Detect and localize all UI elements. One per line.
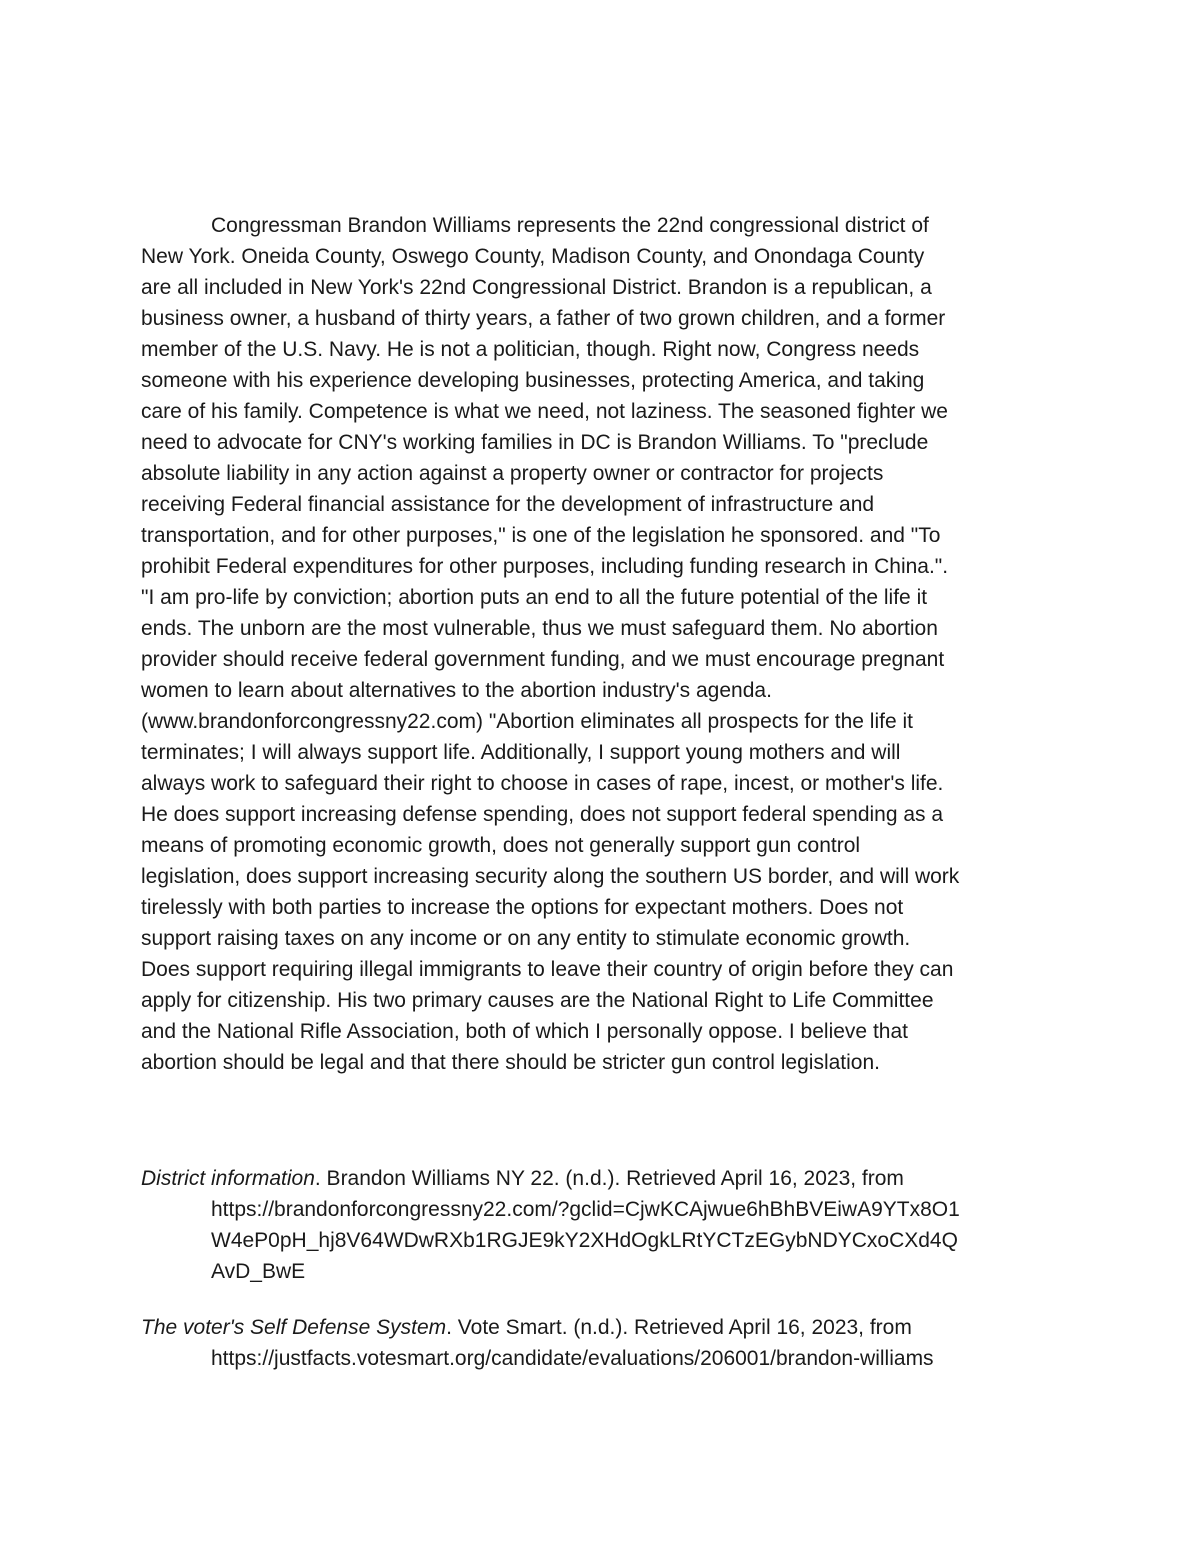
essay-line: Does support requiring illegal immigrants to leave their country of origin before they can [141,958,954,981]
reference-title: District information [141,1167,315,1190]
essay-line: prohibit Federal expenditures for other purposes, including funding research in China.". [141,555,949,578]
essay-line: apply for citizenship. His two primary causes are the National Right to Life Committee [141,989,934,1012]
essay-line: provider should receive federal government funding, and we must encourage pregnant [141,648,945,671]
essay-line: support raising taxes on any income or on any entity to stimulate economic growth. [141,927,911,950]
reference-url-line[interactable]: W4eP0pH_hj8V64WDwRXb1RGJE9kY2XHdOgkLRtYCTzEGybNDYCxoCXd4Q [211,1229,958,1252]
essay-line: someone with his experience developing businesses, protecting America, and taking [141,369,925,392]
reference-details: . Vote Smart. (n.d.). Retrieved April 16, 2023, from [446,1316,912,1339]
reference-url-line[interactable]: AvD_BwE [211,1260,306,1283]
essay-line: absolute liability in any action against a property owner or contractor for projects [141,462,884,485]
references-list [141,1163,1063,1399]
essay-line: are all included in New York's 22nd Congressional District. Brandon is a republican, a [141,276,932,299]
reference-citation-line [141,1312,1063,1343]
reference-details: . Brandon Williams NY 22. (n.d.). Retrieved April 16, 2023, from [314,1167,904,1190]
reference-entry [141,1312,1063,1374]
essay-line: care of his family. Competence is what we need, not laziness. The seasoned fighter we [141,400,948,423]
reference-entry [141,1163,1063,1287]
essay-line: member of the U.S. Navy. He is not a politician, though. Right now, Congress needs [141,338,920,361]
essay-line: and the National Rifle Association, both of which I personally oppose. I believe that [141,1020,908,1043]
essay-line: (www.brandonforcongressny22.com) "Abortion eliminates all prospects for the life it [141,710,913,733]
essay-line: Congressman Brandon Williams represents the 22nd congressional district of [211,214,929,237]
essay-line: abortion should be legal and that there should be stricter gun control legislation. [141,1051,880,1074]
reference-citation-line [141,1163,1063,1194]
essay-line: need to advocate for CNY's working families in DC is Brandon Williams. To "preclude [141,431,929,454]
essay-line: New York. Oneida County, Oswego County, Madison County, and Onondaga County [141,245,925,268]
essay-line: transportation, and for other purposes," is one of the legislation he sponsored. and "To [141,524,941,547]
essay-line: legislation, does support increasing security along the southern US border, and will work [141,865,960,888]
essay-line: business owner, a husband of thirty years, a father of two grown children, and a former [141,307,946,330]
essay-line: women to learn about alternatives to the abortion industry's agenda. [141,679,772,702]
reference-url-line[interactable]: https://brandonforcongressny22.com/?gclid=CjwKCAjwue6hBhBVEiwA9YTx8O1 [211,1198,960,1221]
essay-line: receiving Federal financial assistance for the development of infrastructure and [141,493,875,516]
essay-line: He does support increasing defense spending, does not support federal spending as a [141,803,944,826]
essay-line: always work to safeguard their right to choose in cases of rape, incest, or mother's life. [141,772,944,795]
essay-line: ends. The unborn are the most vulnerable, thus we must safeguard them. No abortion [141,617,938,640]
essay-line: "I am pro-life by conviction; abortion puts an end to all the future potential of the life it [141,586,928,609]
essay-line: terminates; I will always support life. Additionally, I support young mothers and will [141,741,901,764]
essay-line: means of promoting economic growth, does not generally support gun control [141,834,861,857]
reference-url-line[interactable]: https://justfacts.votesmart.org/candidate/evaluations/206001/brandon-williams [211,1347,934,1370]
reference-title: The voter's Self Defense System [141,1316,447,1339]
essay-line: tirelessly with both parties to increase the options for expectant mothers. Does not [141,896,904,919]
essay-paragraph [141,210,1063,1078]
